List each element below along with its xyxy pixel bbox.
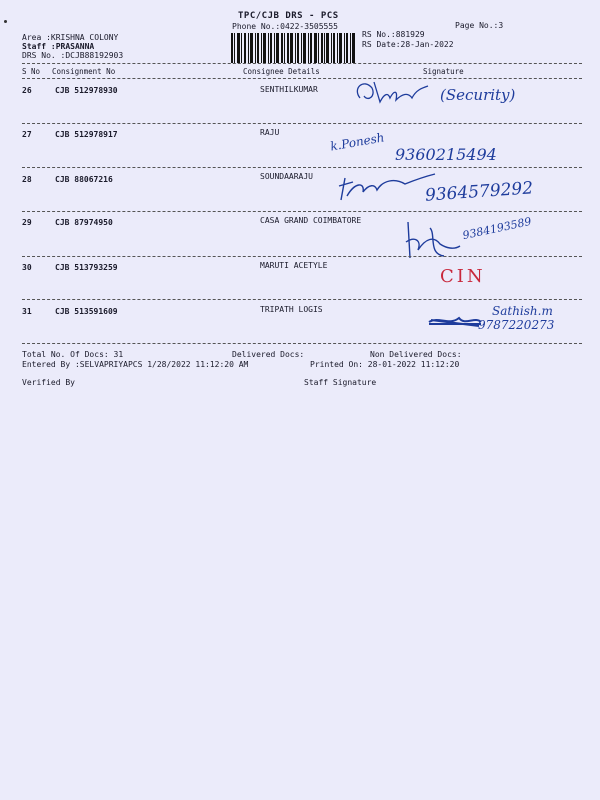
row-consignee: TRIPATH LOGIS (260, 305, 323, 314)
col-signature-header: Signature (423, 67, 464, 76)
row-consignee: SENTHILKUMAR (260, 85, 318, 94)
row-sno: 31 (22, 307, 32, 316)
drs-number: DRS No. :DCJB88192903 (22, 51, 124, 60)
handwritten-phone: 9787220273 (478, 318, 555, 332)
staff-label: Staff :PRASANNA (22, 42, 95, 51)
page-number: Page No.:3 (455, 21, 504, 30)
handwritten-name: Sathish.m (492, 304, 553, 318)
separator-line (22, 63, 582, 64)
area-label: Area :KRISHNA COLONY (22, 33, 119, 42)
phone-number: Phone No.:0422-3505555 (232, 22, 338, 31)
row-sno: 26 (22, 86, 32, 95)
row-consignment: CJB 512978917 (55, 130, 118, 139)
separator-line (22, 167, 582, 168)
handwritten-note: (Security) (440, 86, 516, 104)
handwritten-name: k.Ponesh (329, 130, 386, 154)
col-consignment-header: Consignment No (52, 67, 116, 76)
scribbled-out-mark (425, 312, 485, 332)
handwritten-phone: 9364579292 (424, 178, 534, 206)
separator-line (22, 211, 582, 212)
rs-date: RS Date:28-Jan-2022 (362, 40, 454, 49)
row-consignee: MARUTI ACETYLE (260, 261, 328, 270)
row-consignment: CJB 88067216 (55, 175, 113, 184)
row-sno: 29 (22, 218, 32, 227)
separator-line (22, 78, 582, 79)
row-consignee: RAJU (260, 128, 280, 137)
row-sno: 27 (22, 130, 32, 139)
rs-number: RS No.:881929 (362, 30, 425, 39)
signature-scribble (350, 76, 435, 111)
row-consignment: CJB 87974950 (55, 218, 113, 227)
row-sno: 30 (22, 263, 32, 272)
scan-dot (4, 20, 7, 23)
document-title: TPC/CJB DRS - PCS (238, 11, 339, 21)
staff-signature-label: Staff Signature (304, 378, 377, 387)
handwritten-phone: 9384193589 (461, 214, 533, 243)
printed-on: Printed On: 28-01-2022 11:12:20 (310, 360, 460, 369)
row-consignee: SOUNDAARAJU (260, 172, 313, 181)
handwritten-note: CIN (440, 266, 486, 287)
handwritten-phone: 9360215494 (395, 145, 497, 164)
row-consignee: CASA GRAND COIMBATORE (260, 216, 362, 225)
row-consignment: CJB 513793259 (55, 263, 118, 272)
total-docs: Total No. Of Docs: 31 (22, 350, 124, 359)
non-delivered-docs: Non Delivered Docs: (370, 350, 462, 359)
col-sno-header: S No (22, 67, 41, 76)
separator-line (22, 343, 582, 344)
delivered-docs: Delivered Docs: (232, 350, 305, 359)
entered-by: Entered By :SELVAPRIYAPCS 1/28/2022 11:12:20 AM (22, 360, 249, 369)
separator-line (22, 256, 582, 257)
barcode (231, 33, 356, 63)
separator-line (22, 299, 582, 300)
row-consignment: CJB 512978930 (55, 86, 118, 95)
verified-by: Verified By (22, 378, 75, 387)
col-consignee-header: Consignee Details (243, 67, 320, 76)
separator-line (22, 123, 582, 124)
row-sno: 28 (22, 175, 32, 184)
row-consignment: CJB 513591609 (55, 307, 118, 316)
